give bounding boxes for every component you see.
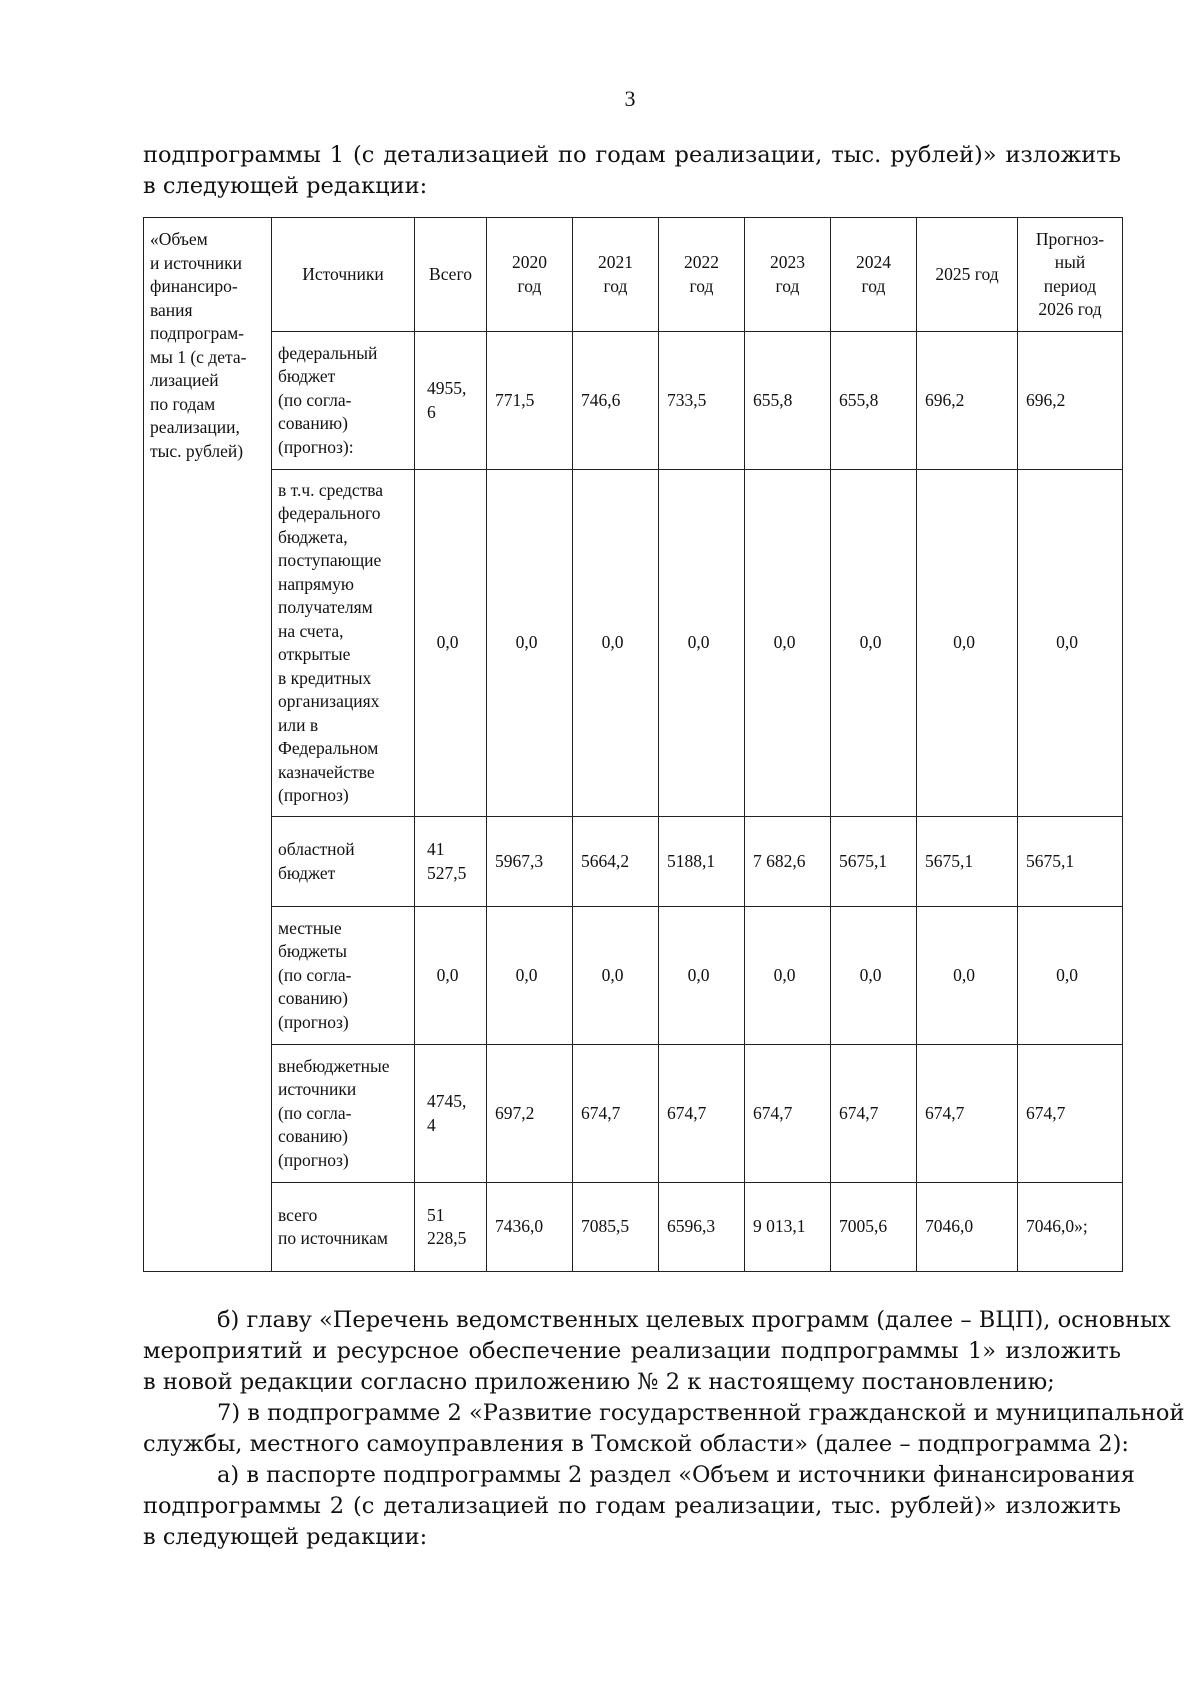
source-line: бюджет xyxy=(278,366,336,387)
total-cell: 0,0 xyxy=(415,907,487,1045)
value-cell: 674,7 xyxy=(659,1045,745,1183)
value-cell: 655,8 xyxy=(745,332,831,470)
table-row xyxy=(144,1183,1123,1272)
value-cell: 674,7 xyxy=(745,1045,831,1183)
header-year-line: год xyxy=(775,275,800,296)
source-line: сованию) xyxy=(278,988,348,1009)
value-cell: 5675,1 xyxy=(917,817,1018,907)
value-cell: 674,7 xyxy=(917,1045,1018,1183)
source-line: федерального xyxy=(278,503,381,523)
header-year-line: 2024 xyxy=(856,252,891,272)
paragraph-b xyxy=(143,1305,1171,1398)
value-cell: 0,0 xyxy=(745,470,831,817)
source-cell xyxy=(272,470,415,817)
source-line: в кредитных xyxy=(278,667,372,688)
value-cell: 9 013,1 xyxy=(745,1183,831,1272)
source-cell xyxy=(272,907,415,1045)
source-line: (по согла- xyxy=(278,389,352,410)
source-line: в т.ч. средства xyxy=(278,479,384,500)
value-cell: 655,8 xyxy=(831,332,917,470)
value-cell: 696,2 xyxy=(1018,332,1123,470)
title-line: лизацией xyxy=(150,370,219,390)
source-line: всего xyxy=(278,1204,318,1225)
source-line: федеральный xyxy=(278,342,378,363)
source-line: организациях xyxy=(278,691,380,711)
value-cell: 733,5 xyxy=(659,332,745,470)
source-line: по источникам xyxy=(278,1228,388,1248)
header-year-line: год xyxy=(603,275,628,296)
total-line: 4955, xyxy=(427,378,467,398)
value-cell: 0,0 xyxy=(917,907,1018,1045)
value-cell: 7046,0 xyxy=(917,1183,1018,1272)
total-line: 4 xyxy=(427,1114,436,1135)
source-cell xyxy=(272,1045,415,1183)
value-cell: 5967,3 xyxy=(487,817,573,907)
total-line: 41 xyxy=(427,839,445,859)
source-line: бюджета, xyxy=(278,526,348,547)
value-cell: 0,0 xyxy=(831,470,917,817)
header-year-line: период xyxy=(1043,275,1097,296)
total-line: 4745, xyxy=(427,1091,467,1111)
header-year-line: год xyxy=(517,275,542,296)
source-line: (по согла- xyxy=(278,1102,352,1123)
header-year-line: Прогноз- xyxy=(1035,228,1105,249)
paragraph-line: в новой редакции согласно приложению № 2 к настоящему постановлению; xyxy=(143,1369,1055,1395)
source-line: или в xyxy=(278,714,319,735)
paragraph-7 xyxy=(143,1398,1185,1460)
title-line: мы 1 (с дета- xyxy=(150,346,247,367)
header-year-2020 xyxy=(487,218,573,332)
title-line: «Объем xyxy=(150,229,208,249)
value-cell: 5664,2 xyxy=(573,817,659,907)
intro-paragraph xyxy=(143,140,1121,202)
page-number: 3 xyxy=(624,86,636,111)
header-year-line: год xyxy=(689,275,714,296)
header-year-line: 2026 год xyxy=(1038,299,1102,319)
value-cell: 0,0 xyxy=(745,907,831,1045)
source-line: (прогноз) xyxy=(278,1149,349,1170)
title-line: вания xyxy=(150,299,193,320)
value-cell: 7085,5 xyxy=(573,1183,659,1272)
source-line: (по согла- xyxy=(278,964,352,985)
header-year-2024 xyxy=(831,218,917,332)
title-line: реализации, xyxy=(150,417,240,437)
source-line: источники xyxy=(278,1079,357,1100)
table-row xyxy=(144,470,1123,817)
title-line: и источники xyxy=(150,252,242,273)
value-cell: 0,0 xyxy=(917,470,1018,817)
header-year-2023 xyxy=(745,218,831,332)
header-total: Всего xyxy=(415,218,487,332)
total-line: 228,5 xyxy=(427,1228,467,1248)
value-cell: 771,5 xyxy=(487,332,573,470)
value-cell: 6596,3 xyxy=(659,1183,745,1272)
source-line: областной xyxy=(278,839,355,859)
total-cell: 0,0 xyxy=(415,470,487,817)
header-year-line: ный xyxy=(1054,252,1086,272)
header-year-line: 2020 xyxy=(512,252,547,272)
header-year-line: 2023 xyxy=(770,252,805,272)
value-cell: 5675,1 xyxy=(831,817,917,907)
title-line: тыс. рублей) xyxy=(150,440,244,461)
source-line: (прогноз): xyxy=(278,436,354,457)
value-cell: 0,0 xyxy=(573,907,659,1045)
value-cell: 697,2 xyxy=(487,1045,573,1183)
header-forecast-period xyxy=(1018,218,1123,332)
header-year-line: год xyxy=(861,275,886,296)
source-line: открытые xyxy=(278,644,351,664)
paragraph-a xyxy=(143,1460,1135,1553)
source-line: казначействе xyxy=(278,761,375,782)
intro-line: в следующей редакции: xyxy=(143,173,428,199)
value-cell: 0,0 xyxy=(659,470,745,817)
value-cell: 0,0 xyxy=(487,907,573,1045)
total-cell xyxy=(415,332,487,470)
table-row xyxy=(144,817,1123,907)
paragraph-line: 7) в подпрограмме 2 «Развитие государственной гражданской и муниципальной xyxy=(217,1400,1185,1426)
value-cell: 5675,1 xyxy=(1018,817,1123,907)
table-row xyxy=(144,1045,1123,1183)
source-line: бюджет xyxy=(278,862,336,883)
header-year-line: 2025 год xyxy=(935,263,999,284)
table-header-row xyxy=(144,218,1123,332)
value-cell: 674,7 xyxy=(831,1045,917,1183)
value-cell: 0,0 xyxy=(1018,907,1123,1045)
value-cell: 7046,0»; xyxy=(1018,1183,1123,1272)
value-cell: 0,0 xyxy=(487,470,573,817)
header-year-line: 2022 xyxy=(684,252,719,272)
header-year-2025 xyxy=(917,218,1018,332)
total-cell xyxy=(415,1045,487,1183)
title-line: по годам xyxy=(150,393,216,414)
source-line: (прогноз) xyxy=(278,1011,349,1032)
value-cell: 5188,1 xyxy=(659,817,745,907)
paragraph-line: б) главу «Перечень ведомственных целевых программ (далее – ВЦП), основных xyxy=(217,1307,1171,1333)
paragraph-line: подпрограммы 2 (с детализацией по годам реализации, тыс. рублей)» изложить xyxy=(143,1493,1121,1519)
title-line: финансиро- xyxy=(150,276,238,296)
table-title-cell xyxy=(144,218,272,1272)
source-cell xyxy=(272,332,415,470)
value-cell: 7436,0 xyxy=(487,1183,573,1272)
header-year-2022 xyxy=(659,218,745,332)
table-row xyxy=(144,332,1123,470)
value-cell: 746,6 xyxy=(573,332,659,470)
value-cell: 0,0 xyxy=(1018,470,1123,817)
source-line: сованию) xyxy=(278,1126,348,1147)
source-line: внебюджетные xyxy=(278,1055,390,1076)
value-cell: 674,7 xyxy=(1018,1045,1123,1183)
source-line: сованию) xyxy=(278,413,348,434)
intro-line: подпрограммы 1 (с детализацией по годам реализации, тыс. рублей)» изложить xyxy=(143,142,1121,168)
total-line: 51 xyxy=(427,1204,445,1225)
value-cell: 0,0 xyxy=(831,907,917,1045)
source-line: (прогноз) xyxy=(278,785,349,805)
paragraph-line: в следующей редакции: xyxy=(143,1524,428,1550)
table-row xyxy=(144,907,1123,1045)
source-line: бюджеты xyxy=(278,941,348,962)
value-cell: 0,0 xyxy=(659,907,745,1045)
paragraph-line: а) в паспорте подпрограммы 2 раздел «Объем и источники финансирования xyxy=(217,1462,1135,1488)
value-cell: 674,7 xyxy=(573,1045,659,1183)
financing-table xyxy=(143,217,1123,1272)
total-line: 527,5 xyxy=(427,862,467,883)
value-cell: 0,0 xyxy=(573,470,659,817)
title-line: подпрограм- xyxy=(150,323,244,343)
total-cell xyxy=(415,1183,487,1272)
total-cell xyxy=(415,817,487,907)
source-line: напрямую xyxy=(278,573,354,594)
value-cell: 7005,6 xyxy=(831,1183,917,1272)
header-sources: Источники xyxy=(272,218,415,332)
paragraph-line: службы, местного самоуправления в Томской области» (далее – подпрограмма 2): xyxy=(143,1431,1129,1457)
value-cell: 696,2 xyxy=(917,332,1018,470)
paragraph-line: мероприятий и ресурсное обеспечение реализации подпрограммы 1» изложить xyxy=(143,1338,1121,1364)
source-cell xyxy=(272,1183,415,1272)
source-line: Федеральном xyxy=(278,738,379,758)
value-cell: 7 682,6 xyxy=(745,817,831,907)
source-line: получателям xyxy=(278,597,373,617)
source-line: на счета, xyxy=(278,620,344,641)
header-year-line: 2021 xyxy=(598,252,633,272)
source-line: поступающие xyxy=(278,550,382,570)
source-line: местные xyxy=(278,917,342,938)
source-cell xyxy=(272,817,415,907)
header-year-2021 xyxy=(573,218,659,332)
total-line: 6 xyxy=(427,401,436,422)
